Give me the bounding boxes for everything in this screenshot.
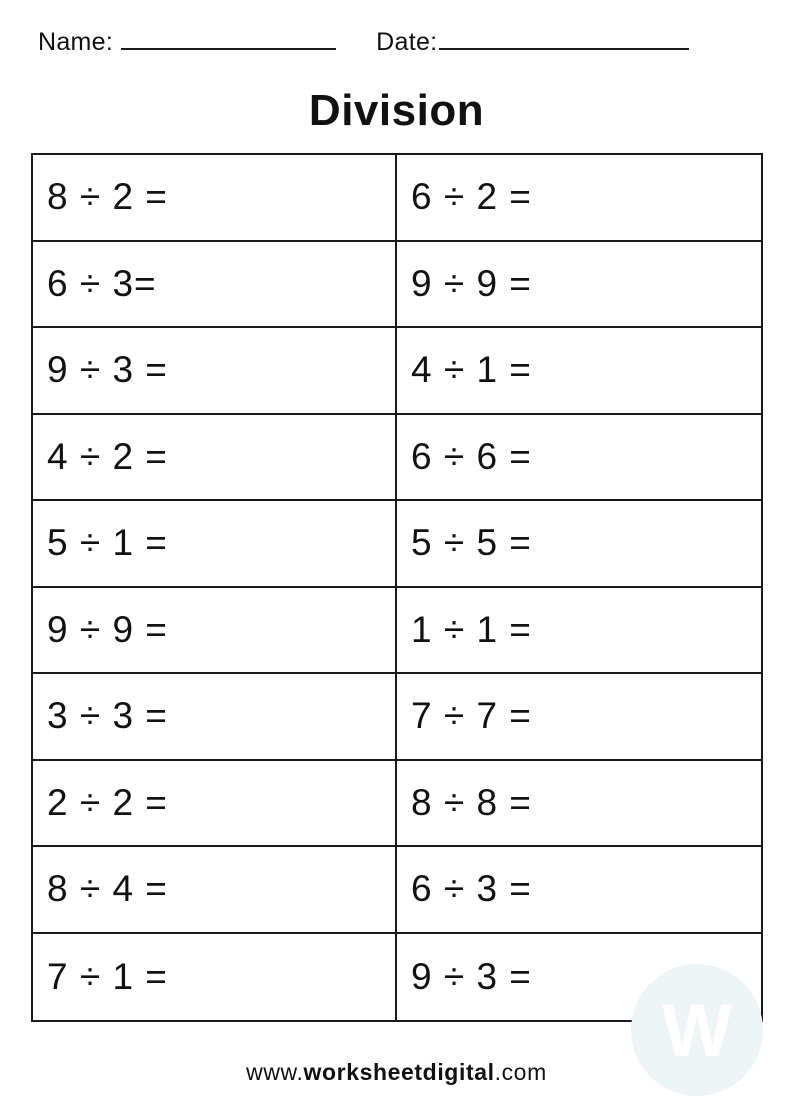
problem-grid — [31, 153, 763, 1022]
problem-cell: 5 ÷ 5 = — [397, 501, 761, 588]
date-label: Date: — [376, 28, 438, 56]
footer-url — [0, 1059, 793, 1086]
problem-cell: 9 ÷ 3 = — [411, 955, 532, 997]
problem-cell: 9 ÷ 3 = — [33, 328, 397, 415]
problem-cell: 4 ÷ 2 = — [33, 415, 397, 502]
problem-cell: 7 ÷ 1 = — [33, 934, 397, 1021]
problem-cell: 2 ÷ 2 = — [33, 761, 397, 848]
footer-url-brand: worksheetdigital — [303, 1059, 495, 1085]
student-info-row — [38, 28, 755, 57]
problem-cell: 9 ÷ 9 = — [397, 242, 761, 329]
problem-cell: 7 ÷ 7 = — [397, 674, 761, 761]
watermark-letter: W — [662, 988, 732, 1072]
problem-cell: 9 ÷ 9 = — [33, 588, 397, 675]
date-blank-line[interactable] — [439, 28, 689, 50]
problem-cell: 6 ÷ 3 = — [397, 847, 761, 934]
name-label: Name: — [38, 28, 114, 56]
problem-cell: 3 ÷ 3 = — [33, 674, 397, 761]
problem-cell: 8 ÷ 2 = — [33, 155, 397, 242]
footer-url-prefix: www. — [246, 1059, 304, 1085]
problem-cell: 8 ÷ 8 = — [397, 761, 761, 848]
problem-cell: 6 ÷ 6 = — [397, 415, 761, 502]
problem-cell: 4 ÷ 1 = — [397, 328, 761, 415]
name-blank-line[interactable] — [121, 28, 336, 50]
problem-cell: 6 ÷ 3= — [33, 242, 397, 329]
problem-cell: 1 ÷ 1 = — [397, 588, 761, 675]
problem-cell: 6 ÷ 2 = — [397, 155, 761, 242]
problem-cell: 5 ÷ 1 = — [33, 501, 397, 588]
problem-cell: 8 ÷ 4 = — [33, 847, 397, 934]
footer-url-suffix: .com — [494, 1059, 547, 1085]
page-title: Division — [308, 86, 485, 135]
